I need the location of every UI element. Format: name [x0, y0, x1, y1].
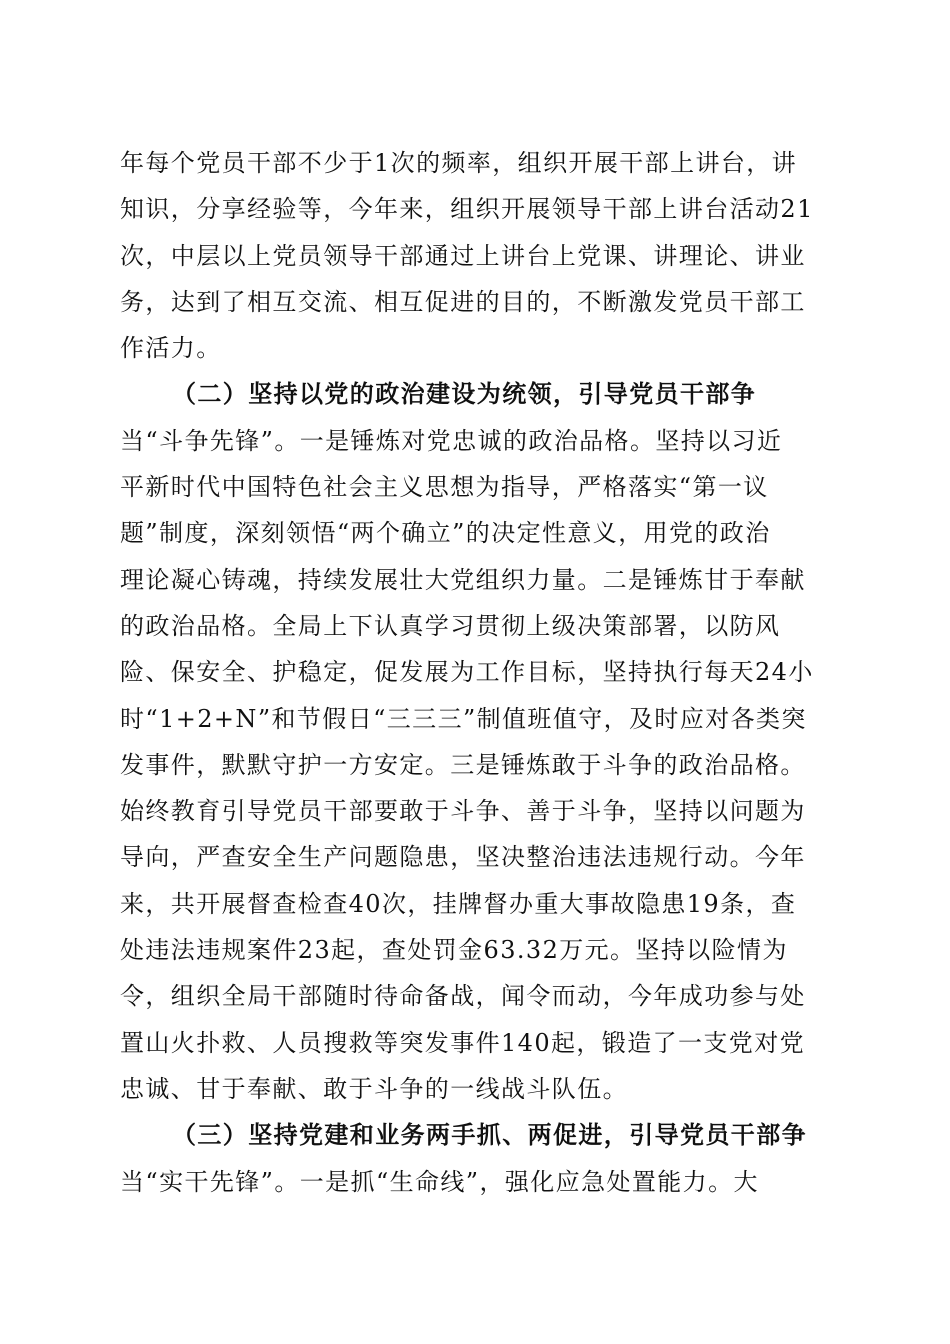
paragraph-line: 知识，分享经验等，今年来，组织开展领导干部上讲台活动21: [120, 195, 814, 224]
paragraph-line: 务，达到了相互交流、相互促进的目的，不断激发党员干部工: [120, 287, 806, 316]
paragraph-line: 理论凝心铸魂，持续发展壮大党组织力量。二是锤炼甘于奉献: [120, 565, 806, 594]
paragraph-line: 导向，严查安全生产问题隐患，坚决整治违法违规行动。今年: [120, 843, 806, 872]
paragraph-line: 题”制度，深刻领悟“两个确立”的决定性意义，用党的政治: [120, 519, 771, 548]
paragraph-line: 来，共开展督查检查40次，挂牌督办重大事故隐患19条，查: [120, 889, 797, 918]
paragraph-line: 置山火扑救、人员搜救等突发事件140起，锻造了一支党对党: [120, 1028, 806, 1057]
paragraph-line: 令，组织全局干部随时待命备战，闻令而动，今年成功参与处: [120, 982, 806, 1011]
body-text: [120, 140, 840, 1205]
paragraph-line: 发事件，默默守护一方安定。三是锤炼敢于斗争的政治品格。: [120, 750, 806, 779]
paragraph-line: 年每个党员干部不少于1次的频率，组织开展干部上讲台，讲: [120, 149, 798, 177]
paragraph-line: 当“斗争先锋”。一是锤炼对党忠诚的政治品格。坚持以习近: [120, 426, 783, 455]
paragraph-line: 处违法违规案件23起，查处罚金63.32万元。坚持以险情为: [120, 936, 788, 965]
paragraph-line: 当“实干先锋”。一是抓“生命线”，强化应急处置能力。大: [120, 1167, 759, 1196]
paragraph-line: 次，中层以上党员领导干部通过上讲台上党课、讲理论、讲业: [120, 241, 806, 270]
paragraph-line: 忠诚、甘于奉献、敢于斗争的一线战斗队伍。: [120, 1074, 628, 1103]
section-heading-line: （二）坚持以党的政治建设为统领，引导党员干部争: [172, 379, 757, 409]
paragraph-line: 险、保安全、护稳定，促发展为工作目标，坚持执行每天24小: [120, 658, 814, 687]
paragraph-line: 始终教育引导党员干部要敢于斗争、善于斗争，坚持以问题为: [120, 797, 806, 826]
paragraph-line: 的政治品格。全局上下认真学习贯彻上级决策部署，以防风: [120, 611, 781, 640]
paragraph-line: 平新时代中国特色社会主义思想为指导，严格落实“第一议: [120, 473, 769, 502]
section-heading-line: （三）坚持党建和业务两手抓、两促进，引导党员干部争: [172, 1120, 807, 1150]
paragraph-line: 时“1+2+N”和节假日“三三三”制值班值守，及时应对各类突: [120, 704, 807, 733]
paragraph-line: 作活力。: [120, 334, 222, 363]
